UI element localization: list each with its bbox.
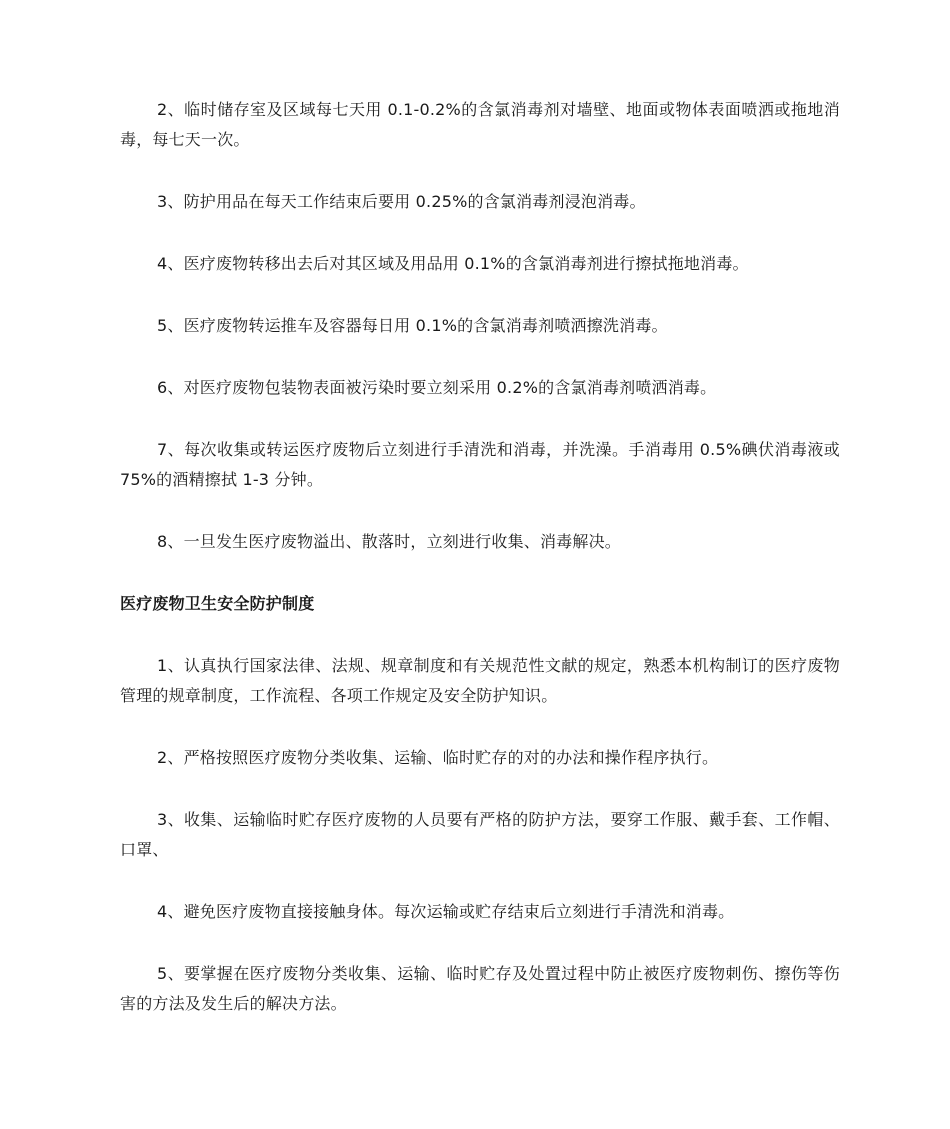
safety-item-5: 5、要掌握在医疗废物分类收集、运输、临时贮存及处置过程中防止被医疗废物刺伤、擦伤等伤害的方法及发生后的解决方法。 xyxy=(120,964,840,1013)
paragraph-item-6: 6、对医疗废物包装物表面被污染时要立刻采用 0.2%的含氯消毒剂喷洒消毒。 xyxy=(157,378,717,397)
paragraph-item-2: 2、临时储存室及区域每七天用 0.1-0.2%的含氯消毒剂对墙壁、地面或物体表面喷洒或拖地消毒，每七天一次。 xyxy=(120,100,840,149)
paragraph-item-7: 7、每次收集或转运医疗废物后立刻进行手清洗和消毒，并洗澡。手消毒用 0.5%碘伏消毒液或 75%的酒精擦拭 1-3 分钟。 xyxy=(120,440,840,489)
document-page xyxy=(120,95,840,1051)
paragraph-item-8: 8、一旦发生医疗废物溢出、散落时，立刻进行收集、消毒解决。 xyxy=(157,532,621,551)
safety-item-2: 2、严格按照医疗废物分类收集、运输、临时贮存的对的办法和操作程序执行。 xyxy=(157,748,719,767)
section-heading: 医疗废物卫生安全防护制度 xyxy=(120,594,315,613)
paragraph-item-3: 3、防护用品在每天工作结束后要用 0.25%的含氯消毒剂浸泡消毒。 xyxy=(157,192,646,211)
safety-item-4: 4、避免医疗废物直接接触身体。每次运输或贮存结束后立刻进行手清洗和消毒。 xyxy=(157,902,735,921)
paragraph-item-4: 4、医疗废物转移出去后对其区域及用品用 0.1%的含氯消毒剂进行擦拭拖地消毒。 xyxy=(157,254,749,273)
safety-item-3: 3、收集、运输临时贮存医疗废物的人员要有严格的防护方法，要穿工作服、戴手套、工作帽、口罩、 xyxy=(120,810,840,859)
paragraph-item-5: 5、医疗废物转运推车及容器每日用 0.1%的含氯消毒剂喷洒擦洗消毒。 xyxy=(157,316,668,335)
safety-item-1: 1、认真执行国家法律、法规、规章制度和有关规范性文献的规定，熟悉本机构制订的医疗废物管理的规章制度，工作流程、各项工作规定及安全防护知识。 xyxy=(120,656,840,705)
